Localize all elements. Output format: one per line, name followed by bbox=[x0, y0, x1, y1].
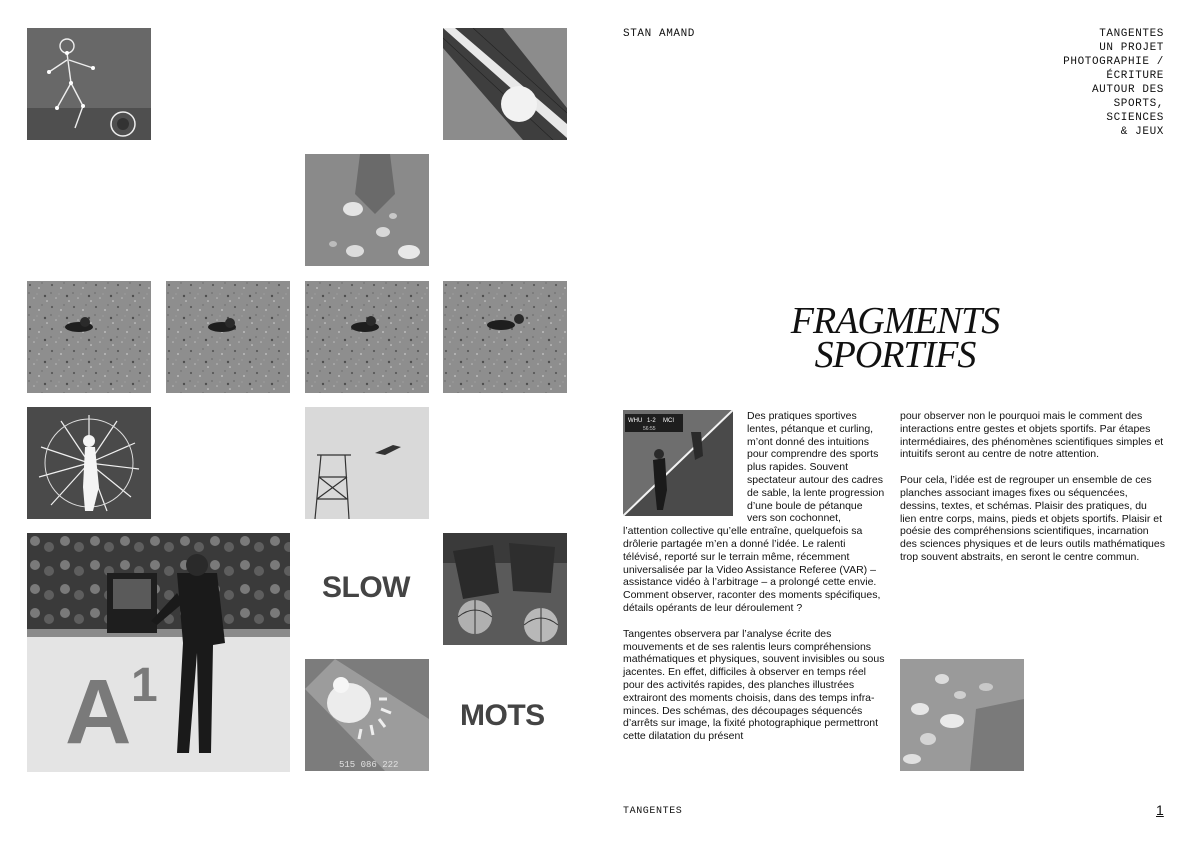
photo-boule-frame-4 bbox=[443, 281, 567, 393]
photo-curling-stone bbox=[305, 659, 429, 771]
paragraph-intro: Des pratiques sportives lentes, pétanque et curling, m’ont donné des intuitions pour comprendre des sports plus rapides. Souvent spectateur autour des cadres de sable, la lente progression d’une boule de pétanque vers son cochonnet, l’attention collective qu’elle entraîne, quelquefois sa drôlerie partagée m’en a donné l’idée. Le ralenti télévisé, reporté sur le terrain même, récemment universalisée par la Video Assistance Referee (VAR) – assistance vidéo à l’arbitrage – a prolongé cette envie. Comment observer, raconter des moments spécifiques, détails opérants de leur déroulement ? bbox=[623, 410, 885, 614]
paragraph-tangentes: Tangentes observera par l’analyse écrite des mouvements et de ses ralentis leurs compréhensions mathématiques et physiques, souvent invisibles ou sous jacentes. En effet, difficiles à observer en temps réel pour des activités rapides, des planches illustrées extrairont des moments choisis, dans des temps infra-minces. Des schémas, des découpages séquencés d’arrêts sur image, la fixité photographique permettront cette dilatation du présent bbox=[623, 627, 885, 743]
photo-var-screen bbox=[623, 410, 733, 516]
photo-tennis-net-ball bbox=[443, 28, 567, 140]
project-line: SCIENCES bbox=[1106, 112, 1164, 124]
photo-petanque-hand-stones bbox=[305, 154, 429, 266]
score-time: 56:55 bbox=[643, 426, 656, 432]
project-line: & JEUX bbox=[1120, 126, 1164, 138]
page-number: 1 bbox=[1156, 802, 1164, 818]
paragraph-continuation: pour observer non le pourquoi mais le comment des interactions entre gestes et objets sportifs. Par étapes intermédiaires, des phénomènes scientifiques simples et intuitifs seront au centre de notre attention. bbox=[900, 410, 1164, 461]
project-line: PHOTOGRAPHIE / bbox=[1063, 56, 1164, 68]
photo-boule-frame-3 bbox=[305, 281, 429, 393]
project-line: ÉCRITURE bbox=[1106, 70, 1164, 82]
photo-boule-frame-1 bbox=[27, 281, 151, 393]
footer-label: TANGENTES bbox=[623, 806, 683, 817]
svg-text:1: 1 bbox=[131, 659, 158, 712]
word-slow: SLOW bbox=[322, 571, 410, 604]
photo-basketball-players bbox=[443, 533, 567, 645]
score-home: WHU bbox=[628, 418, 643, 424]
article-column-1 bbox=[623, 410, 885, 756]
photo-diver-platform bbox=[305, 407, 429, 519]
score-value: 1-2 bbox=[647, 418, 656, 424]
article-column-2 bbox=[900, 410, 1165, 577]
photo-soccer-skeleton bbox=[27, 28, 151, 140]
title-line-1: FRAGMENTS bbox=[790, 300, 1000, 342]
article-title bbox=[760, 300, 1030, 376]
project-line: UN PROJET bbox=[1099, 42, 1164, 54]
project-line: TANGENTES bbox=[1099, 28, 1164, 40]
svg-text:A: A bbox=[65, 661, 132, 763]
photo-boule-frame-2 bbox=[166, 281, 290, 393]
author-name: STAN AMAND bbox=[623, 28, 696, 40]
photo-golf-swing-diagram bbox=[27, 407, 151, 519]
project-line: SPORTS, bbox=[1113, 98, 1164, 110]
photo-pebbles-hand bbox=[900, 659, 1024, 771]
title-line-2: SPORTIFS bbox=[814, 334, 976, 376]
photo-overlay-text: 515 086 222 bbox=[339, 760, 399, 770]
paragraph-planches: Pour cela, l’idée est de regrouper un ensemble de ces planches associant images fixes ou séquencées, dessins, textes, et schémas. Plaisir des pratiques, du lien entre corps, mains, pieds et objets sportifs. Plaisir et poésie des compréhensions scientifiques, incarnation des sciences physiques et de leurs outils mathématiques trop souvent abstraits, en seront le centre commun. bbox=[900, 474, 1165, 563]
project-description bbox=[1063, 27, 1164, 139]
photo-var-referee bbox=[27, 533, 290, 772]
score-away: MCI bbox=[663, 418, 674, 424]
word-mots: MOTS bbox=[460, 699, 545, 732]
project-line: AUTOUR DES bbox=[1091, 84, 1164, 96]
